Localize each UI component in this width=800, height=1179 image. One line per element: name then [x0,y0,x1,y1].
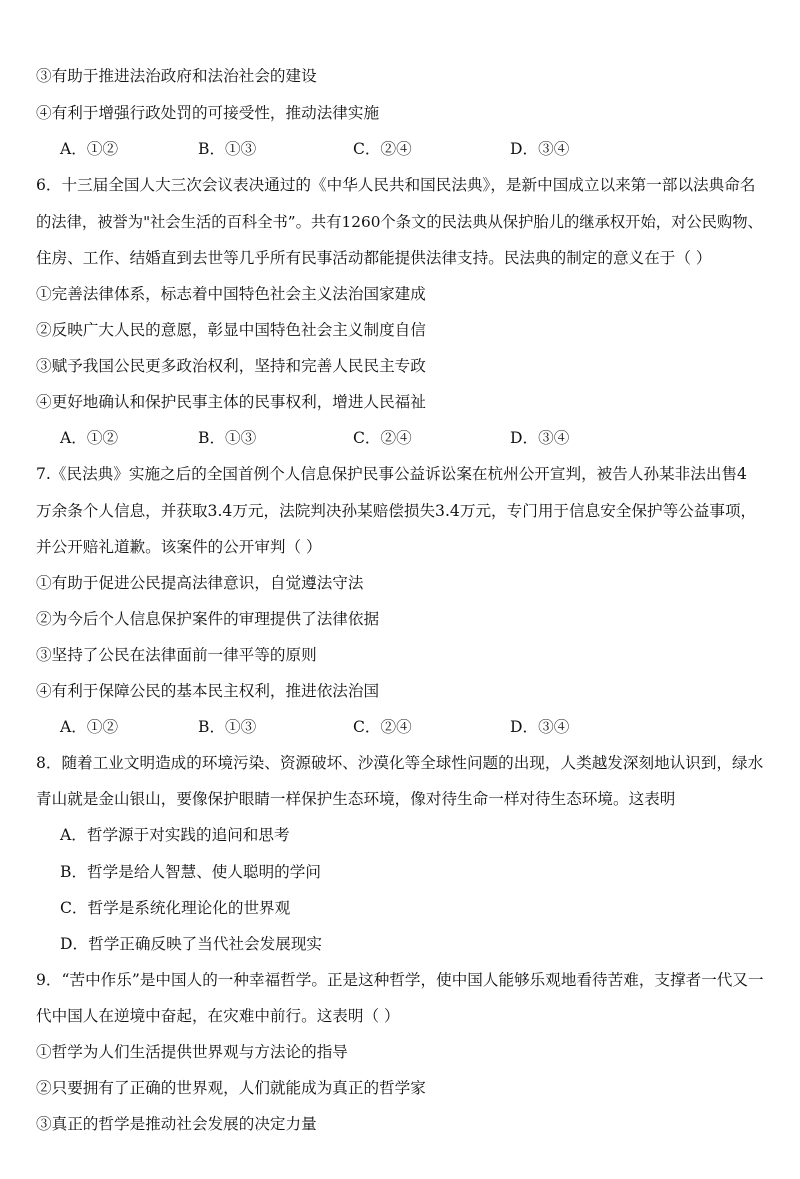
option-b: B．①③ [198,429,257,447]
question-6-stem-line: 住房、工作、结婚直到去世等几乎所有民事活动都能提供法律支持。民法典的制定的意义在于（ ） [36,249,712,267]
statement-3: ③有助于推进法治政府和法治社会的建设 [36,67,317,85]
option-c: C．哲学是系统化理论化的世界观 [60,899,291,917]
option-a: A．①② [60,140,119,158]
option-c: C．②④ [353,718,412,736]
option-b: B．①③ [198,140,257,158]
question-6-stem-line: 的法律，被誉为"社会生活的百科全书”。共有1260个条文的民法典从保护胎儿的继承权开始，对公民购物、 [36,213,763,231]
statement-1: ①哲学为人们生活提供世界观与方法论的指导 [36,1043,348,1061]
question-9-stem-line: 9．“苦中作乐”是中国人的一种幸福哲学。正是这种哲学，使中国人能够乐观地看待苦难，支撑者一代又一 [36,971,764,989]
option-a: A．哲学源于对实践的追问和思考 [60,826,290,844]
option-a: A．①② [60,429,119,447]
answer-options [60,428,760,448]
statement-2: ②为今后个人信息保护案件的审理提供了法律依据 [36,610,380,628]
option-d: D．③④ [510,140,570,158]
statement-3: ③真正的哲学是推动社会发展的决定力量 [36,1115,317,1133]
statement-4: ④有利于保障公民的基本民主权利，推进依法治国 [36,682,380,700]
option-d: D．③④ [510,429,570,447]
statement-2: ②反映广大人民的意愿，彰显中国特色社会主义制度自信 [36,321,426,339]
statement-1: ①完善法律体系，标志着中国特色社会主义法治国家建成 [36,285,426,303]
question-8-stem-line: 青山就是金山银山，要像保护眼睛一样保护生态环境，像对待生命一样对待生态环境。这表明 [36,790,676,808]
option-b: B．①③ [198,718,257,736]
option-c: C．②④ [353,140,412,158]
option-a: A．①② [60,718,119,736]
statement-1: ①有助于促进公民提高法律意识，自觉遵法守法 [36,574,364,592]
statement-4: ④有利于增强行政处罚的可接受性，推动法律实施 [36,104,380,122]
statement-3: ③坚持了公民在法律面前一律平等的原则 [36,646,317,664]
statement-2: ②只要拥有了正确的世界观，人们就能成为真正的哲学家 [36,1079,426,1097]
question-8-stem-line: 8．随着工业文明造成的环境污染、资源破坏、沙漠化等全球性问题的出现，人类越发深刻地认识到，绿水 [36,754,764,772]
statement-4: ④更好地确认和保护民事主体的民事权利，增进人民福祉 [36,393,426,411]
statement-3: ③赋予我国公民更多政治权利，坚持和完善人民民主专政 [36,357,426,375]
option-c: C．②④ [353,429,412,447]
question-6-stem-line: 6．十三届全国人大三次会议表决通过的《中华人民共和国民法典》，是新中国成立以来第一部以法典命名 [36,176,756,194]
option-d: D．③④ [510,718,570,736]
option-b: B．哲学是给人智慧、使人聪明的学问 [60,863,321,881]
question-9-stem-line: 代中国人在逆境中奋起，在灾难中前行。这表明（ ） [36,1007,400,1025]
answer-options [60,717,760,737]
answer-options [60,139,760,159]
question-7-stem-line: 7.《民法典》实施之后的全国首例个人信息保护民事公益诉讼案在杭州公开宣判，被告人孙某非法出售4 [36,465,747,483]
option-d: D．哲学正确反映了当代社会发展现实 [60,935,323,953]
question-7-stem-line: 并公开赔礼道歉。该案件的公开审判（ ） [36,538,322,556]
question-7-stem-line: 万余条个人信息，并获取3.4万元，法院判决孙某赔偿损失3.4万元，专门用于信息安全保护等公益事项， [36,502,757,520]
